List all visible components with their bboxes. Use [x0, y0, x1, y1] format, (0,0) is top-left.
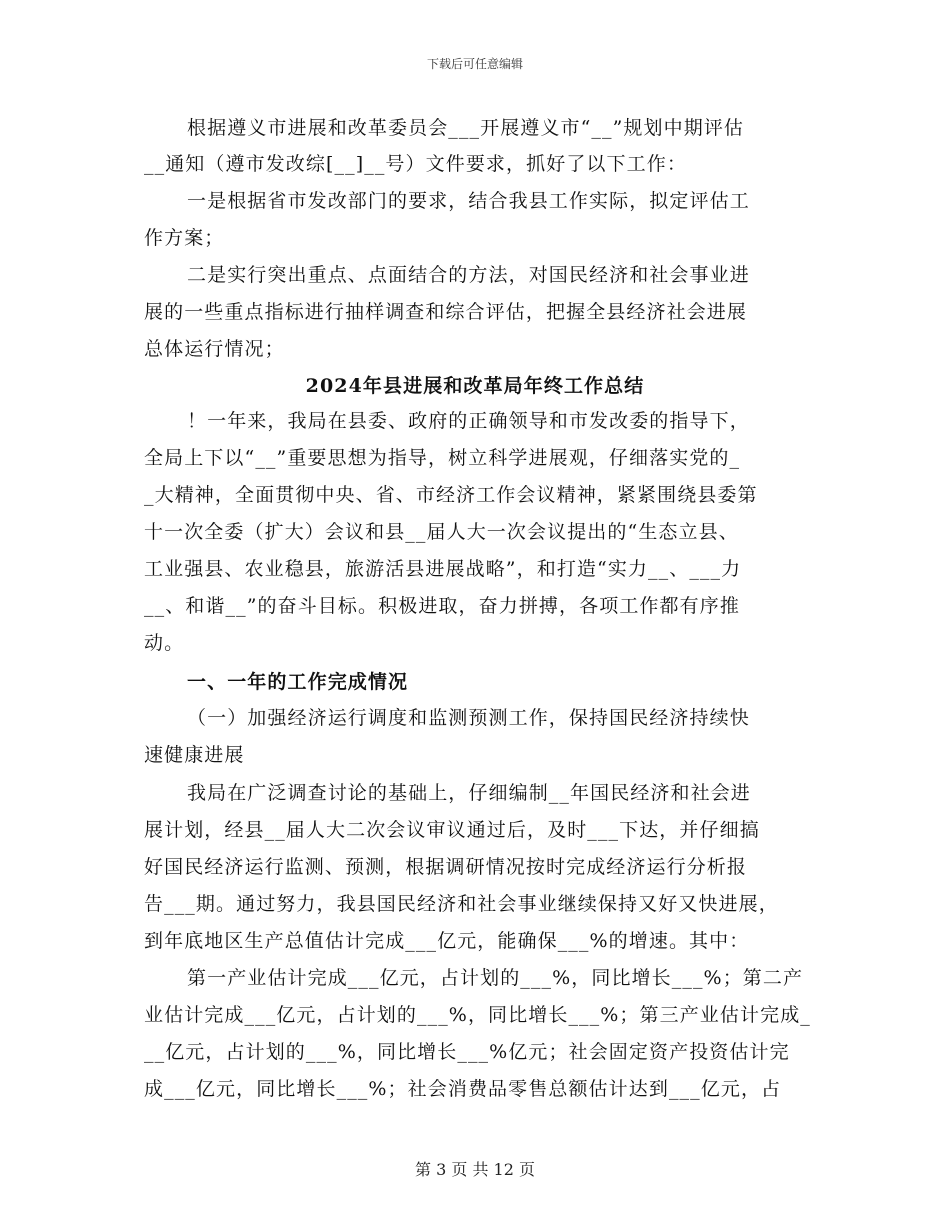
- section-heading: 一、一年的工作完成情况: [187, 671, 409, 693]
- text-line: 动。: [144, 632, 185, 654]
- text-line: 告___期。通过努力，我县国民经济和社会事业继续保持又好又快进展，: [144, 893, 779, 915]
- text-line: 到年底地区生产总值估计完成___亿元，能确保___%的增速。其中：: [144, 930, 750, 952]
- subsection-heading: （一）加强经济运行调度和监测预测工作，保持国民经济持续快: [187, 707, 750, 729]
- text-line: 全局上下以“__”重要思想为指导，树立科学进展观，仔细落实党的_: [144, 447, 741, 469]
- page-header: 下载后可任意编辑: [426, 57, 523, 71]
- text-line: 第一产业估计完成___亿元，占计划的___%，同比增长___%；第二产: [187, 967, 804, 989]
- text-line: 十一次全委（扩大）会议和县__届人大一次会议提出的“生态立县、: [144, 521, 739, 543]
- text-line: 展计划，经县__届人大二次会议审议通过后，及时___下达，并仔细搞: [144, 819, 760, 841]
- text-line: 一是根据省市发改部门的要求，结合我县工作实际，拟定评估工: [187, 190, 750, 212]
- document-title: 2024年县进展和改革局年终工作总结: [305, 375, 645, 397]
- text-line: __亿元，占计划的___%，同比增长___%亿元；社会固定资产投资估计完: [144, 1041, 790, 1063]
- text-line: __通知（遵市发改综[__]__号）文件要求，抓好了以下工作：: [144, 153, 687, 175]
- text-line: 好国民经济运行监测、预测，根据调研情况按时完成经济运行分析报: [144, 856, 748, 878]
- text-line: __、和谐__”的奋斗目标。积极进取，奋力拼搏，各项工作都有序推: [144, 595, 740, 617]
- text-line: 根据遵义市进展和改革委员会___开展遵义市“__”规划中期评估: [187, 117, 745, 139]
- subsection-heading: 速健康进展: [144, 744, 245, 766]
- text-line: 二是实行突出重点、点面结合的方法，对国民经济和社会事业进: [187, 264, 750, 286]
- text-line: 我局在广泛调查讨论的基础上，仔细编制__年国民经济和社会进: [187, 782, 751, 804]
- text-line: 工业强县、农业稳县，旅游活县进展战略”，和打造“实力__、___力: [144, 558, 742, 580]
- page-number-footer: 第 3 页 共 12 页: [415, 1160, 535, 1179]
- text-line: 总体运行情况；: [144, 338, 285, 360]
- text-line: _大精神，全面贯彻中央、省、市经济工作会议精神，紧紧围绕县委第: [144, 484, 758, 506]
- text-line: ！一年来，我局在县委、政府的正确领导和市发改委的指导下，: [187, 410, 750, 432]
- text-line: 作方案；: [144, 227, 225, 249]
- text-line: 成___亿元，同比增长___%；社会消费品零售总额估计达到___亿元，占: [144, 1078, 782, 1100]
- text-line: 展的一些重点指标进行抽样调查和综合评估，把握全县经济社会进展: [144, 301, 748, 323]
- text-line: 业估计完成___亿元，占计划的___%，同比增长___%；第三产业估计完成_: [144, 1004, 811, 1026]
